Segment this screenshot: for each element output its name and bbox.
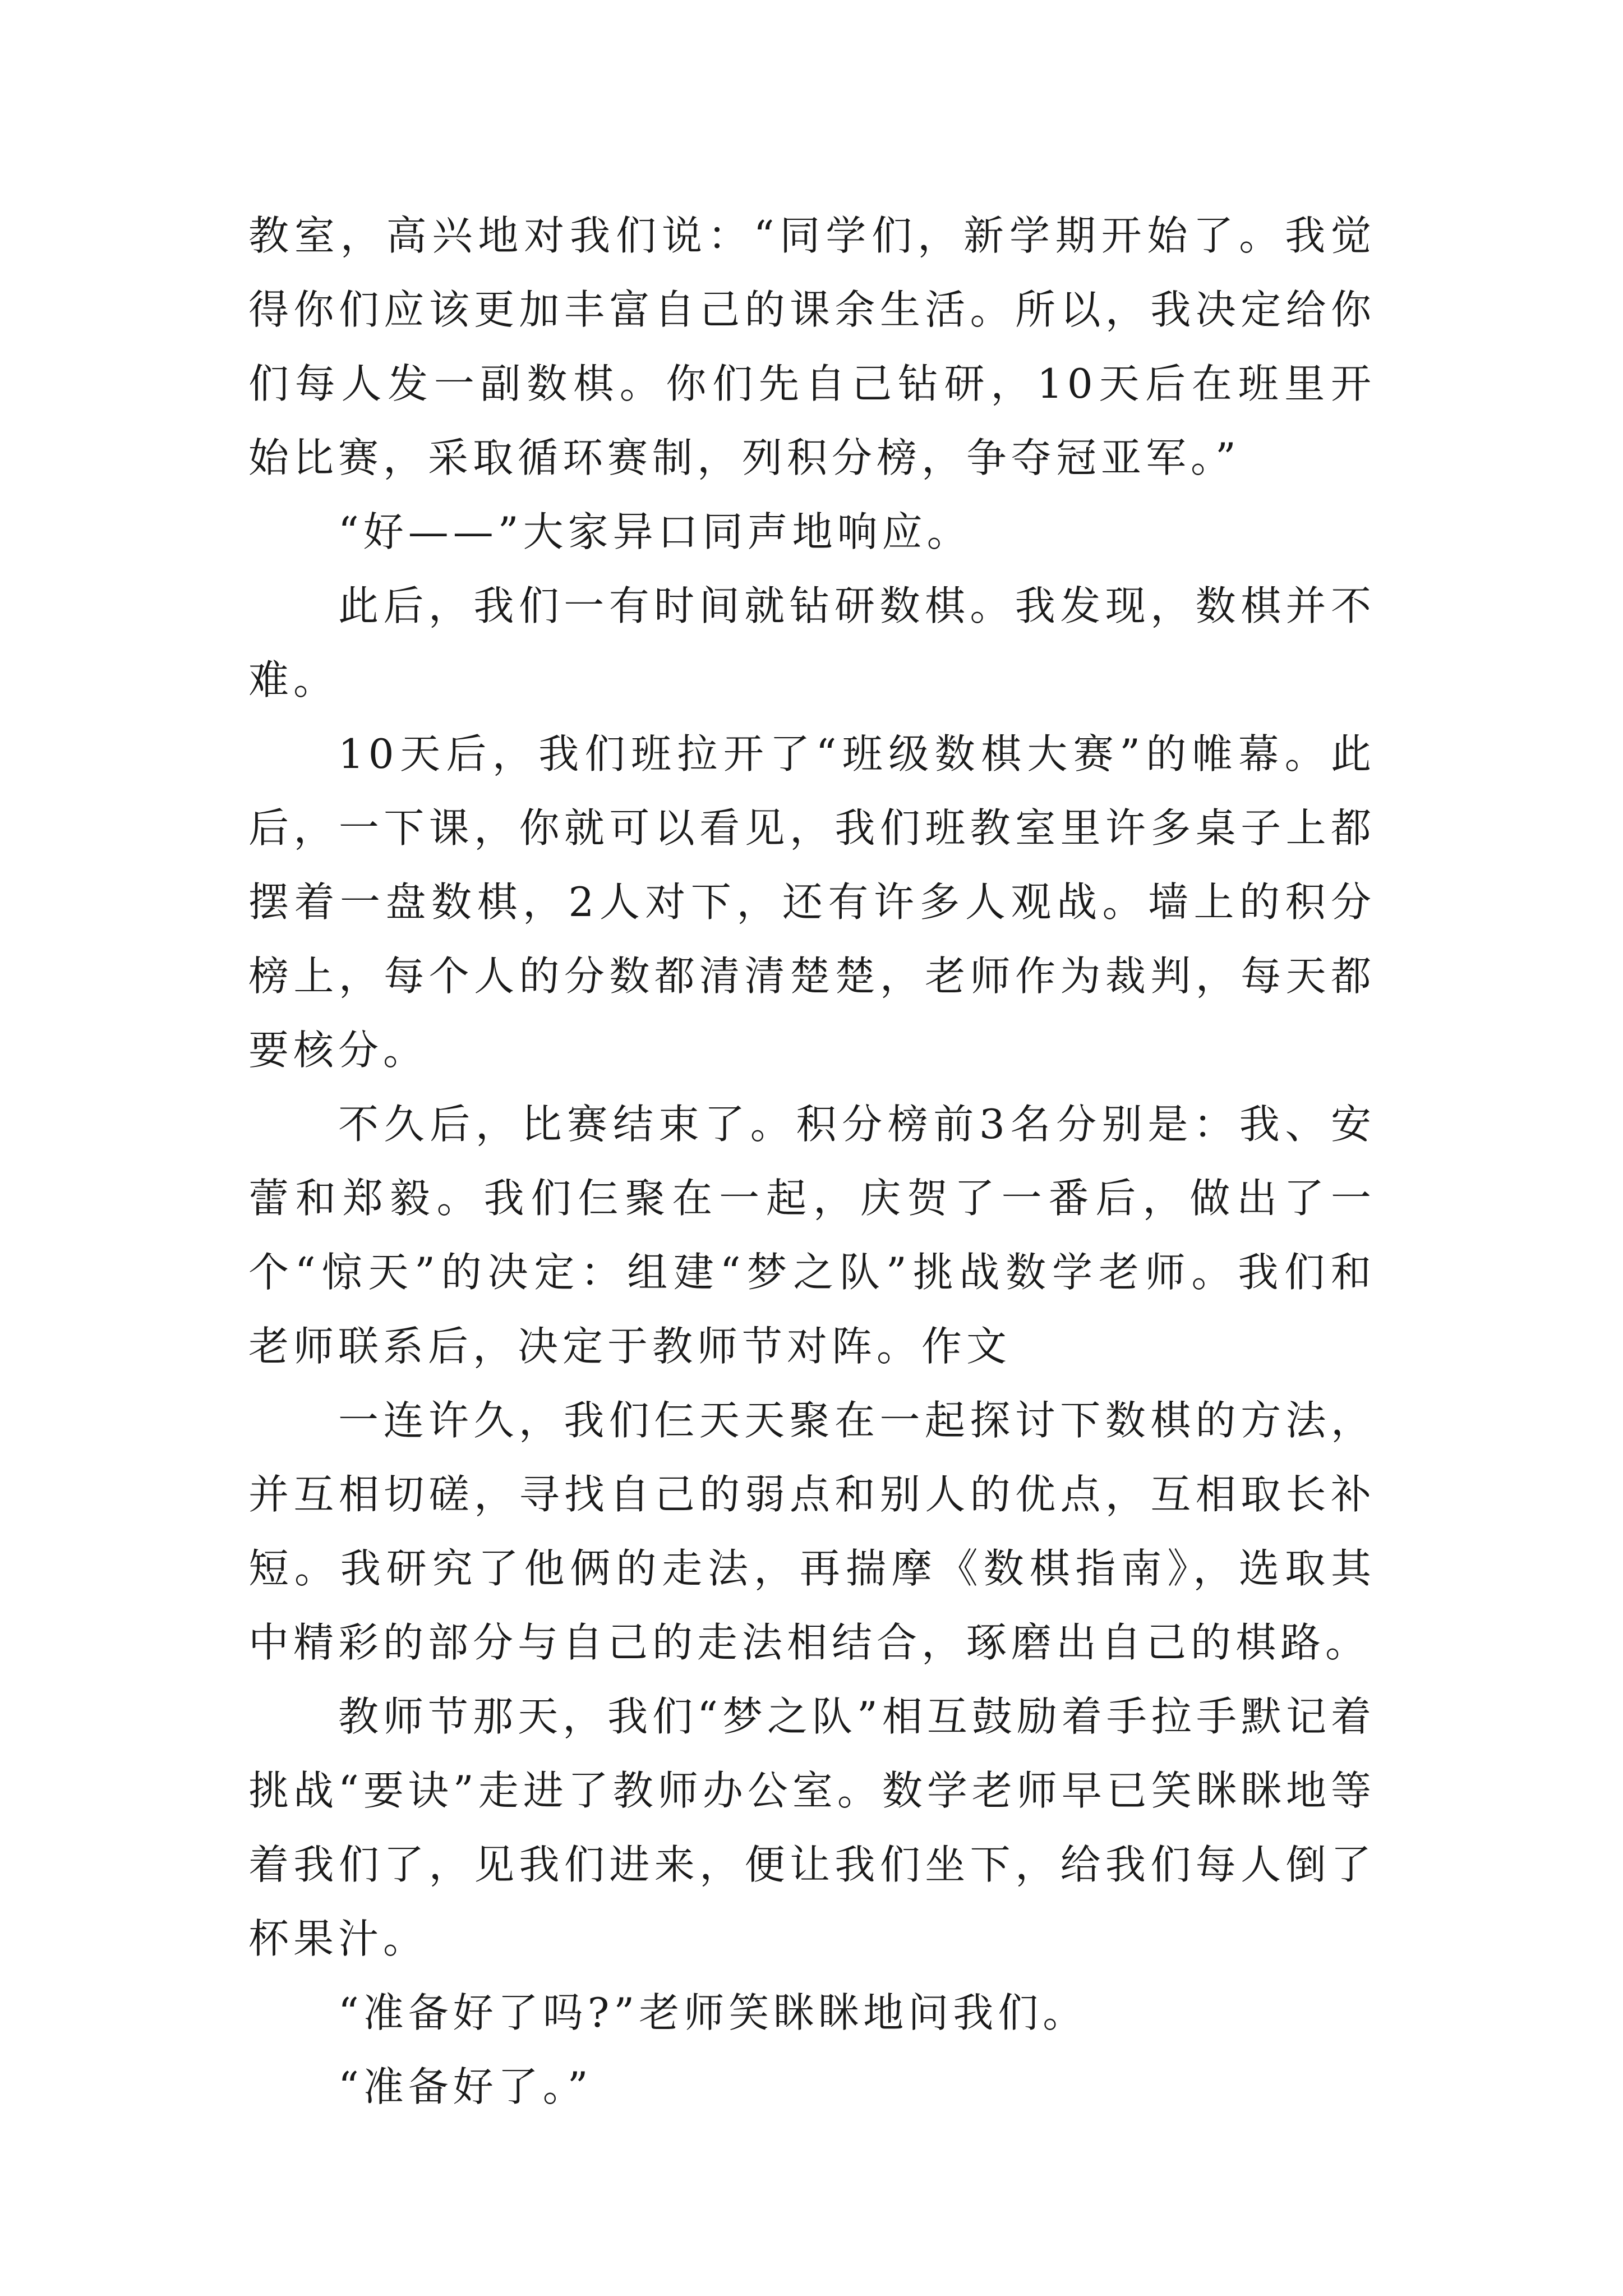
paragraph-4: 10天后，我们班拉开了“班级数棋大赛”的帷幕。此后，一下课，你就可以看见，我们班教室里许多桌子上都摆着一盘数棋，2人对下，还有许多人观战。墙上的积分榜上，每个人的分数都清清楚楚，老师作为裁判，每天都要核分。 <box>248 730 1376 1074</box>
paragraph-2: “好——”大家异口同声地响应。 <box>338 508 972 555</box>
article-body <box>248 199 1376 2124</box>
paragraph-1: 教室，高兴地对我们说：“同学们，新学期开始了。我觉得你们应该更加丰富自己的课余生活。所以，我决定给你们每人发一副数棋。你们先自己钻研，10天后在班里开始比赛，采取循环赛制，列积分榜，争夺冠亚军。” <box>248 212 1376 481</box>
paragraph-6: 一连许久，我们仨天天聚在一起探讨下数棋的方法，并互相切磋，寻找自己的弱点和别人的优点，互相取长补短。我研究了他俩的走法，再揣摩《数棋指南》，选取其中精彩的部分与自己的走法相结合，琢磨出自己的棋路。 <box>248 1397 1376 1666</box>
paragraph-9: “准备好了。” <box>338 2063 593 2110</box>
paragraph-7: 教师节那天，我们“梦之队”相互鼓励着手拉手默记着挑战“要诀”走进了教师办公室。数学老师早已笑眯眯地等着我们了，见我们进来，便让我们坐下，给我们每人倒了杯果汁。 <box>248 1693 1376 1962</box>
paragraph-3: 此后，我们一有时间就钻研数棋。我发现，数棋并不难。 <box>248 582 1376 703</box>
paragraph-5: 不久后，比赛结束了。积分榜前3名分别是：我、安蕾和郑毅。我们仨聚在一起，庆贺了一番后，做出了一个“惊天”的决定：组建“梦之队”挑战数学老师。我们和老师联系后，决定于教师节对阵。作文 <box>248 1101 1376 1370</box>
paragraph-8: “准备好了吗?”老师笑眯眯地问我们。 <box>338 1989 1088 2036</box>
